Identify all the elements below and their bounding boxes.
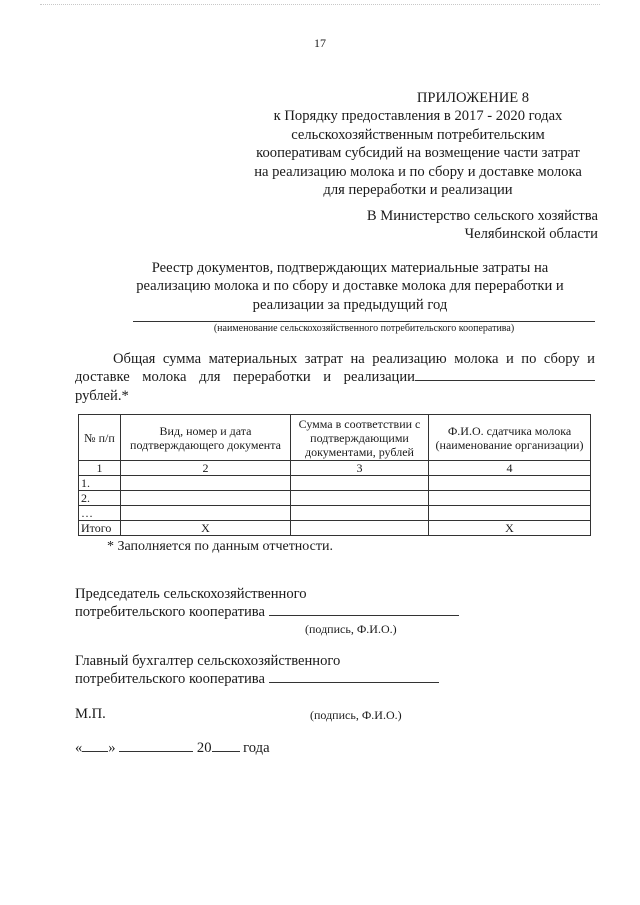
appendix-line: для переработки и реализации: [323, 182, 513, 199]
chairman-title: потребительского кооператива: [75, 604, 265, 621]
table-cell[interactable]: [121, 491, 291, 506]
seal-label: М.П.: [75, 706, 106, 722]
total-statement: [75, 350, 595, 405]
table-cell[interactable]: [429, 476, 591, 491]
accountant-signature-block: [75, 652, 439, 689]
total-statement-suffix: рублей.*: [75, 387, 129, 404]
register-title-line: реализации за предыдущий год: [252, 296, 448, 313]
chairman-signature-caption: (подпись, Ф.И.О.): [305, 622, 397, 636]
chairman-signature-field[interactable]: [269, 603, 459, 616]
header-document: Вид, номер и дата подтверждающего документа: [121, 415, 291, 461]
chairman-signature-block: [75, 585, 459, 622]
total-label: Итого: [79, 521, 121, 536]
date-month-field[interactable]: [119, 739, 193, 752]
recipient-block: [298, 207, 598, 244]
accountant-signature-caption: (подпись, Ф.И.О.): [310, 708, 402, 722]
accountant-title: потребительского кооператива: [75, 671, 265, 688]
recipient-line: В Министерство сельского хозяйства: [366, 208, 598, 224]
table-cell[interactable]: [291, 506, 429, 521]
column-number: 4: [429, 461, 591, 476]
date-line: [75, 739, 270, 757]
table-cell[interactable]: [291, 476, 429, 491]
appendix-line: кооперативам субсидий на возмещение части затрат: [256, 145, 580, 162]
appendix-title: ПРИЛОЖЕНИЕ 8: [416, 90, 530, 106]
table-cell[interactable]: [121, 476, 291, 491]
footnote: * Заполняется по данным отчетности.: [107, 539, 333, 554]
table-cell: Х: [429, 521, 591, 536]
date-century: 20: [196, 740, 212, 756]
total-statement-text: Общая сумма материальных затрат на реализацию молока и по сбору и доставке молока для переработки и реализации: [75, 351, 595, 386]
register-title: [100, 259, 600, 314]
date-year-field[interactable]: [212, 739, 240, 752]
column-number: 3: [291, 461, 429, 476]
table-cell[interactable]: [429, 491, 591, 506]
chairman-title: Председатель сельскохозяйственного: [75, 586, 307, 602]
register-title-line: реализацию молока и по сбору и доставке молока для переработки и: [136, 278, 564, 295]
appendix-line: сельскохозяйственным потребительским: [291, 126, 545, 143]
appendix-line: на реализацию молока и по сбору и доставке молока: [254, 163, 582, 180]
date-quote-open: «: [75, 740, 83, 756]
cooperative-name-field[interactable]: [133, 321, 595, 322]
register-title-line: Реестр документов, подтверждающих материальные затраты на: [151, 260, 549, 276]
scan-edge-line: [40, 4, 600, 6]
total-amount-field[interactable]: [415, 368, 595, 381]
header-supplier: Ф.И.О. сдатчика молока (наименование организации): [429, 415, 591, 461]
total-amount-cell[interactable]: [291, 521, 429, 536]
accountant-signature-field[interactable]: [269, 670, 439, 683]
table-row: [79, 491, 591, 506]
cooperative-name-caption: (наименование сельскохозяйственного потребительского кооператива): [213, 323, 515, 334]
total-row: [79, 521, 591, 536]
row-number: 2.: [79, 491, 121, 506]
accountant-title: Главный бухгалтер сельскохозяйственного: [75, 653, 341, 669]
recipient-line: Челябинской области: [464, 226, 598, 243]
date-suffix: года: [243, 740, 270, 756]
column-numbers-row: [79, 461, 591, 476]
column-number: 1: [79, 461, 121, 476]
table-cell[interactable]: [121, 506, 291, 521]
column-number: 2: [121, 461, 291, 476]
appendix-line: к Порядку предоставления в 2017 - 2020 годах: [273, 108, 563, 125]
table-row: [79, 506, 591, 521]
header-amount: Сумма в соответствии с подтверждающими документами, рублей: [291, 415, 429, 461]
documents-register-table: [78, 414, 591, 536]
date-day-field[interactable]: [82, 739, 108, 752]
appendix-header: [238, 89, 598, 199]
page-number: 17: [314, 36, 326, 50]
row-number: …: [79, 506, 121, 521]
table-cell: Х: [121, 521, 291, 536]
table-cell[interactable]: [429, 506, 591, 521]
table-cell[interactable]: [291, 491, 429, 506]
header-number: № п/п: [79, 415, 121, 461]
date-quote-close: »: [108, 740, 116, 756]
row-number: 1.: [79, 476, 121, 491]
table-row: [79, 476, 591, 491]
